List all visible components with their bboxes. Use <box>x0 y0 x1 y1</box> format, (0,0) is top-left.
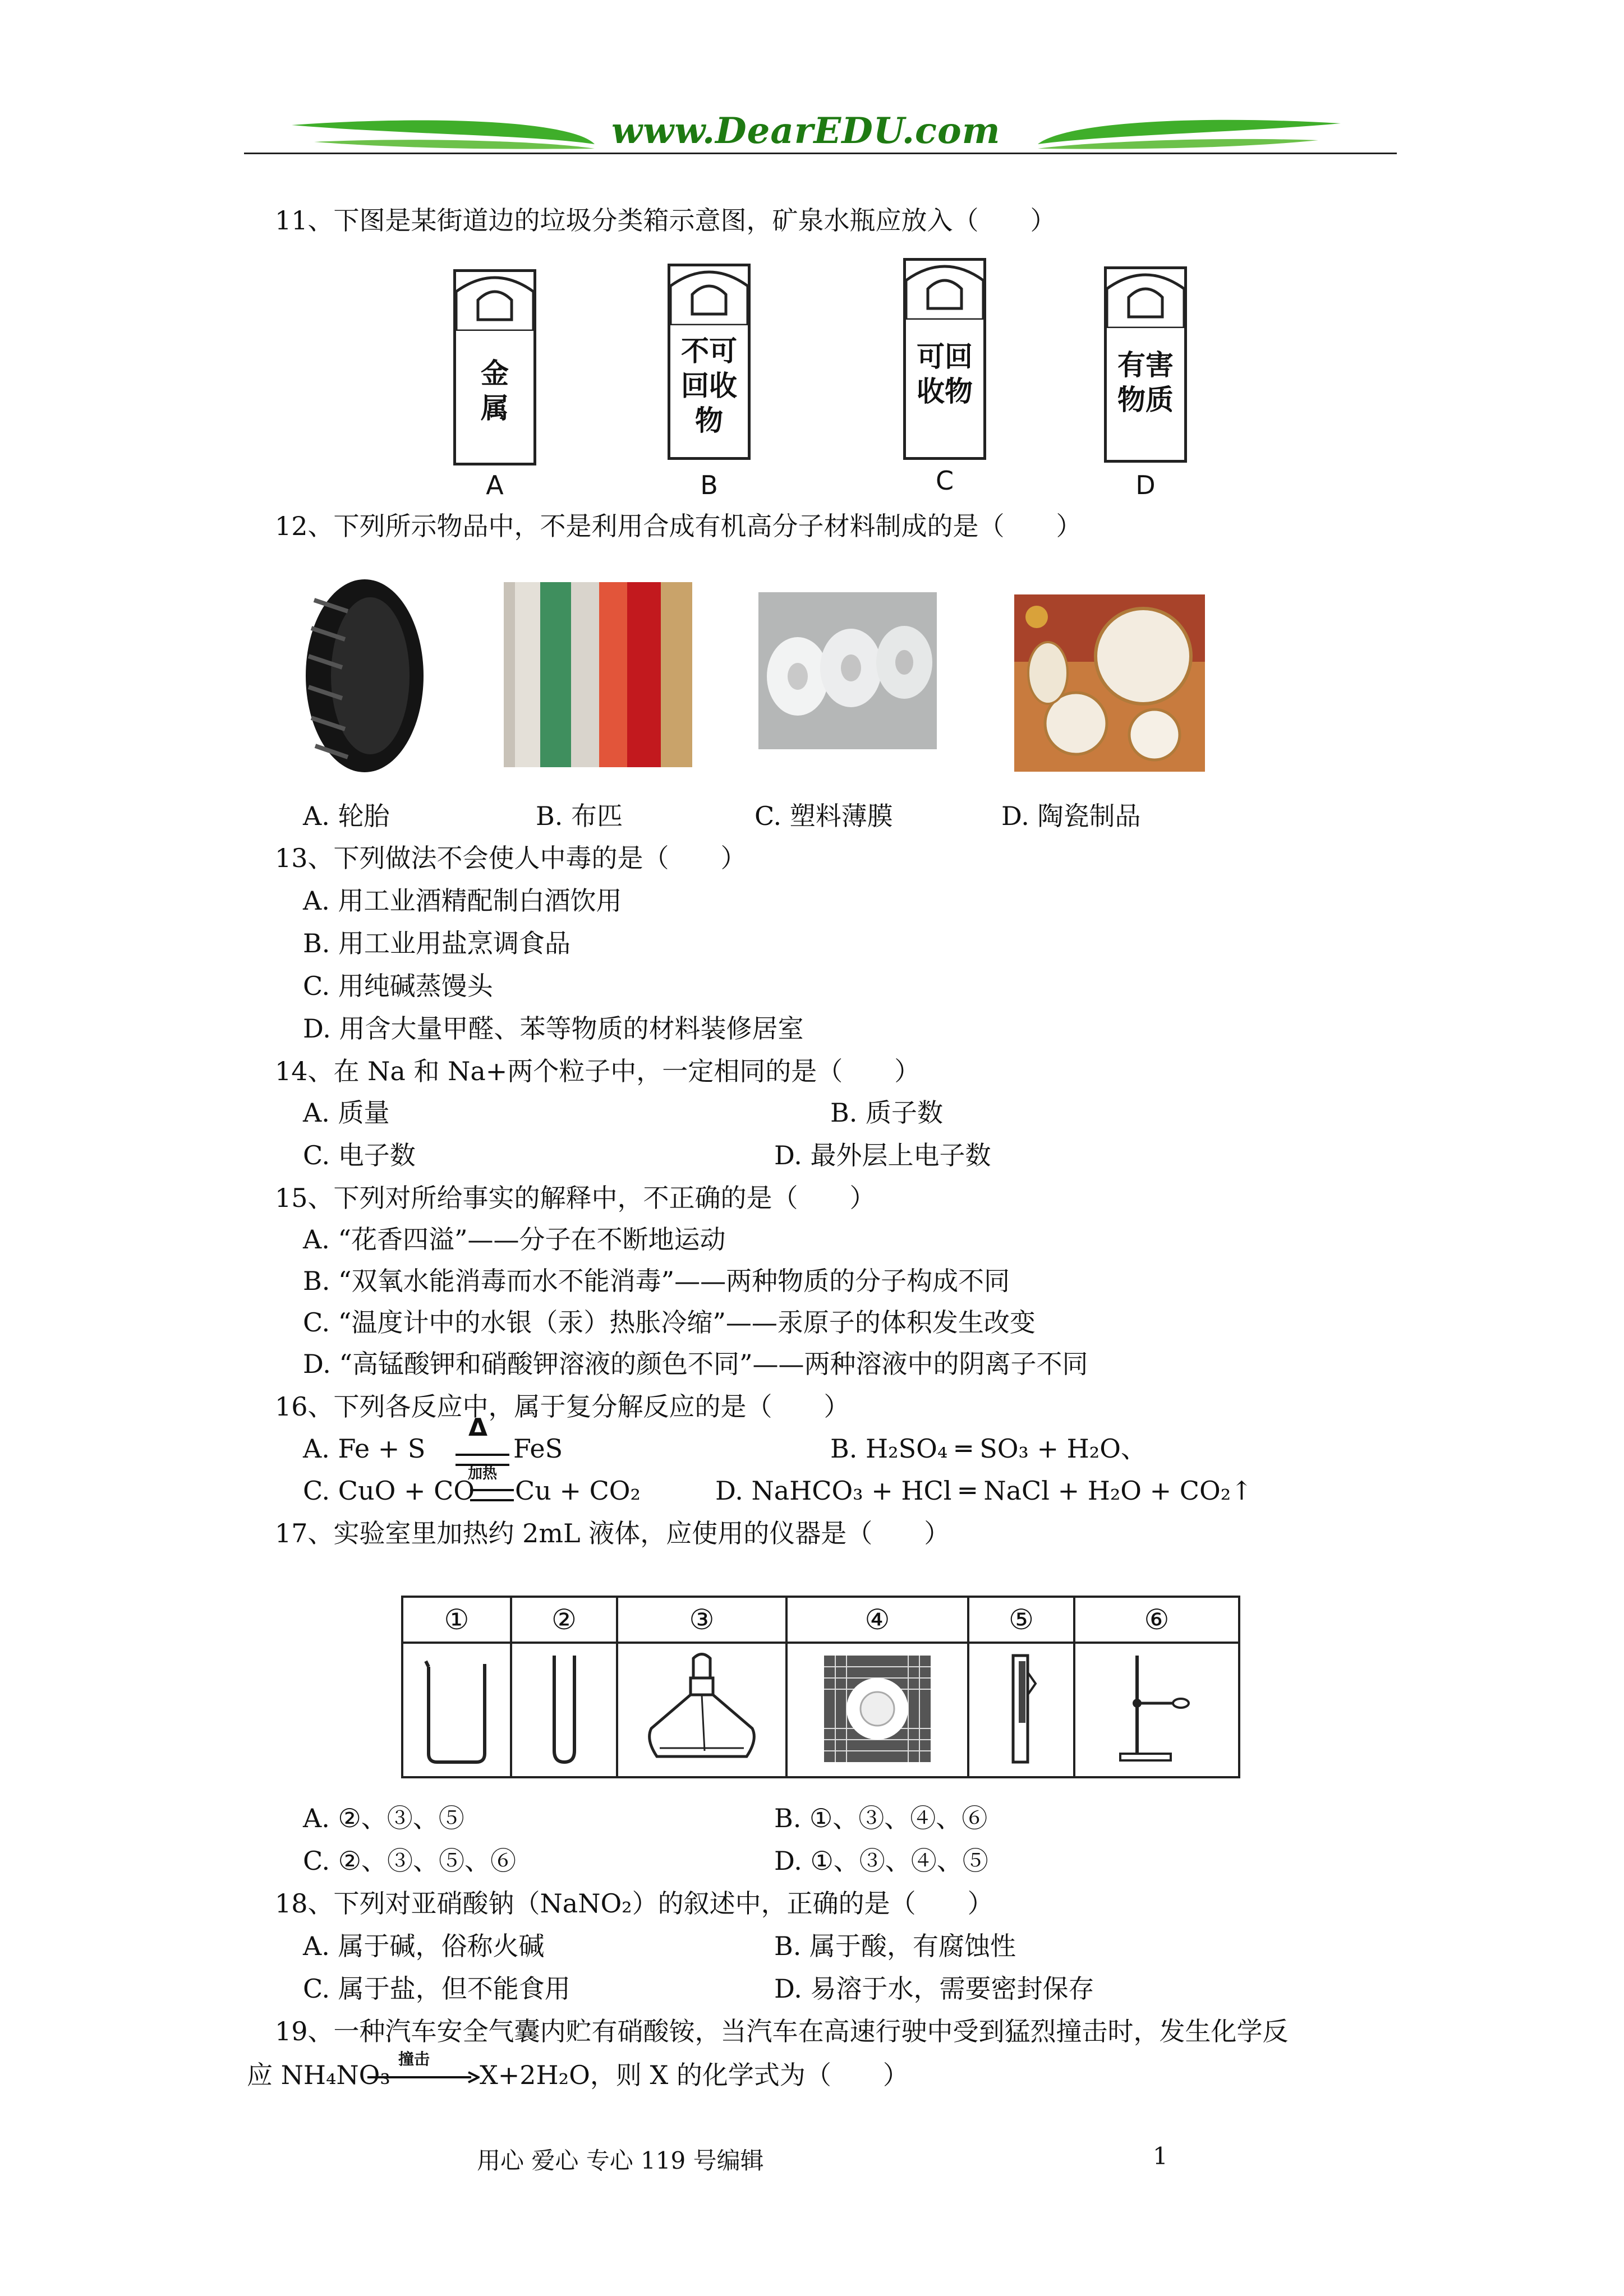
q16-equals-c <box>470 1489 514 1501</box>
cloth-image <box>504 582 692 767</box>
q13-option-c: C. 用纯碱蒸馒头 <box>303 971 493 1001</box>
q16-delta: Δ <box>468 1413 488 1442</box>
q15-option-a: A. “花香四溢”——分子在不断地运动 <box>303 1224 726 1255</box>
apparatus-header-6: ⑥ <box>1144 1603 1170 1636</box>
q14-option-d: D. 最外层上电子数 <box>774 1140 991 1170</box>
q11-stem: 11、下图是某街道边的垃圾分类箱示意图，矿泉水瓶应放入（ ） <box>275 205 1056 236</box>
q12-option-c: C. 塑料薄膜 <box>755 801 893 831</box>
q19-reaction-arrow <box>367 2071 480 2084</box>
plastic-film-image <box>758 592 937 749</box>
q17-option-d: D. ①、③、④、⑤ <box>774 1846 988 1876</box>
q16-option-d: D. NaHCO₃ + HCl ═ NaCl + H₂O + CO₂↑ <box>715 1476 1253 1506</box>
q13-stem: 13、下列做法不会使人中毒的是（ ） <box>275 843 747 873</box>
apparatus-header-2: ② <box>551 1603 577 1636</box>
q12-option-b: B. 布匹 <box>536 801 623 831</box>
apparatus-header-3: ③ <box>689 1603 715 1636</box>
bin-b <box>668 264 751 460</box>
q18-option-d: D. 易溶于水，需要密封保存 <box>774 1974 1094 2004</box>
bin-d <box>1104 266 1187 463</box>
bin-b-letter: B <box>700 470 718 500</box>
q16-option-a-right: FeS <box>513 1433 563 1464</box>
iron-stand-icon <box>1115 1650 1199 1768</box>
q17-option-b: B. ①、③、④、⑥ <box>774 1803 988 1833</box>
q15-option-b: B. “双氧水能消毒而水不能消毒”——两种物质的分子构成不同 <box>303 1266 1010 1296</box>
tire-image <box>303 578 426 774</box>
q15-option-c: C. “温度计中的水银（汞）热胀冷缩”——汞原子的体积发生改变 <box>303 1307 1036 1338</box>
beaker-icon <box>420 1653 493 1765</box>
page-number: 1 <box>1153 2142 1168 2170</box>
q13-option-b: B. 用工业用盐烹调食品 <box>303 928 571 958</box>
q19-line2-left: 应 NH₄NO₃ <box>247 2060 390 2090</box>
header-divider <box>244 153 1397 154</box>
q19-line1: 19、一种汽车安全气囊内贮有硝酸铵，当汽车在高速行驶中受到猛烈撞击时，发生化学反 <box>275 2016 1289 2046</box>
bin-c <box>903 258 986 460</box>
bin-d-letter: D <box>1135 470 1156 500</box>
q15-option-d: D. “高锰酸钾和硝酸钾溶液的颜色不同”——两种溶液中的阴离子不同 <box>303 1349 1088 1379</box>
bin-c-letter: C <box>935 465 954 496</box>
bin-a-label: 金 属 <box>481 357 509 425</box>
q12-option-d: D. 陶瓷制品 <box>1001 801 1141 831</box>
footer-text: 用心 爱心 专心 119 号编辑 <box>477 2147 764 2174</box>
q16-option-c-left: C. CuO + CO <box>303 1476 475 1506</box>
apparatus-header-4: ④ <box>864 1603 890 1636</box>
q12-option-a: A. 轮胎 <box>303 801 390 831</box>
q12-stem: 12、下列所示物品中，不是利用合成有机高分子材料制成的是（ ） <box>275 511 1082 541</box>
test-tube-icon <box>548 1650 581 1768</box>
q14-option-b: B. 质子数 <box>830 1098 944 1128</box>
ceramics-image <box>1014 594 1205 772</box>
q13-option-a: A. 用工业酒精配制白酒饮用 <box>303 886 622 916</box>
bin-b-label: 不可 回收 物 <box>681 335 737 437</box>
q18-option-a: A. 属于碱，俗称火碱 <box>303 1931 545 1961</box>
q15-stem: 15、下列对所给事实的解释中，不正确的是（ ） <box>275 1183 876 1213</box>
q18-option-b: B. 属于酸，有腐蚀性 <box>774 1931 1016 1961</box>
q16-stem: 16、下列各反应中，属于复分解反应的是（ ） <box>275 1391 850 1422</box>
q17-option-c: C. ②、③、⑤、⑥ <box>303 1846 517 1876</box>
q14-option-a: A. 质量 <box>303 1098 390 1128</box>
bin-d-label: 有害 物质 <box>1117 349 1174 416</box>
q13-option-d: D. 用含大量甲醛、苯等物质的材料装修居室 <box>303 1013 804 1044</box>
q14-option-c: C. 电子数 <box>303 1140 416 1170</box>
bin-a-letter: A <box>486 470 504 500</box>
q14-stem: 14、在 Na 和 Na+两个粒子中，一定相同的是（ ） <box>275 1056 921 1086</box>
q16-heat-label: 加热 <box>468 1465 498 1482</box>
header-logo-text: www.DearEDU.com <box>611 110 1001 152</box>
q18-option-c: C. 属于盐，但不能食用 <box>303 1974 571 2004</box>
bin-a <box>453 269 536 465</box>
q17-option-a: A. ②、③、⑤ <box>303 1803 464 1833</box>
test-tube-holder-icon <box>1002 1650 1041 1768</box>
q19-line2-right: X+2H₂O，则 X 的化学式为（ ） <box>480 2060 909 2090</box>
q17-stem: 17、实验室里加热约 2mL 液体，应使用的仪器是（ ） <box>275 1518 950 1548</box>
q16-option-c-right: Cu + CO₂ <box>515 1476 641 1506</box>
q16-option-a-left: A. Fe + S <box>303 1433 426 1464</box>
q16-option-b: B. H₂SO₄ ═ SO₃ + H₂O、 <box>830 1433 1147 1464</box>
apparatus-table <box>401 1596 1240 1778</box>
wire-gauze-icon <box>821 1653 933 1765</box>
bin-c-label: 可回 收物 <box>917 340 973 408</box>
alcohol-lamp-icon <box>640 1650 763 1768</box>
apparatus-header-5: ⑤ <box>1009 1603 1034 1636</box>
q19-arrow-label: 撞击 <box>398 2050 430 2068</box>
q18-stem: 18、下列对亚硝酸钠（NaNO₂）的叙述中，正确的是（ ） <box>275 1888 993 1919</box>
apparatus-header-1: ① <box>444 1603 470 1636</box>
